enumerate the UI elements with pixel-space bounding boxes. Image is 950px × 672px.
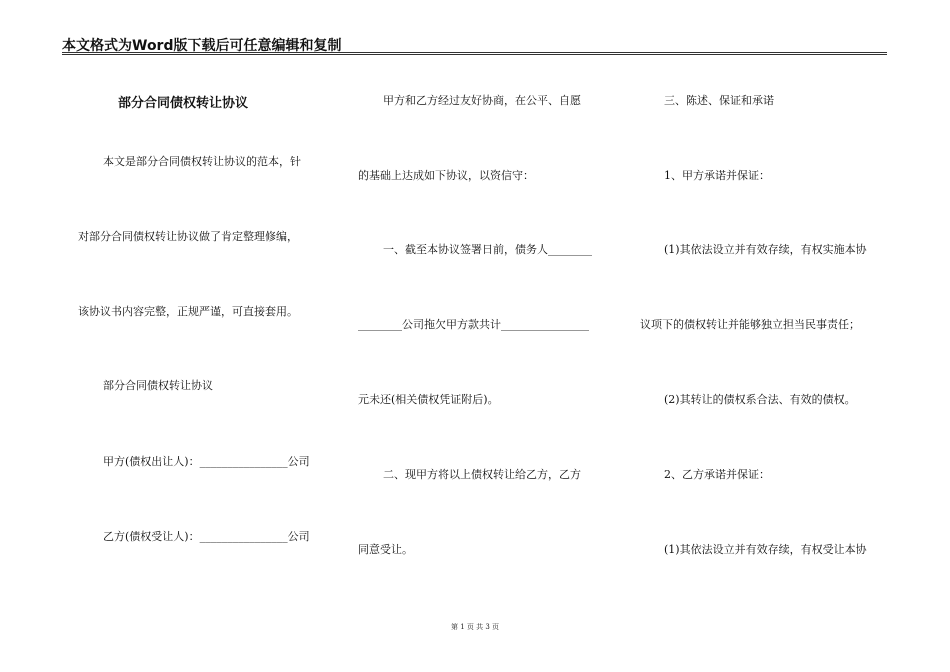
col1-line-1: 本文是部分合同债权转让协议的范本，针: [103, 155, 301, 168]
document-header-title: 本文格式为Word版下载后可任意编辑和复制: [62, 38, 342, 54]
page-number: 第 1 页 共 3 页: [450, 623, 500, 631]
col2-line-5: 元未还(相关债权凭证附后)。: [358, 393, 499, 406]
col3-line-6: 2、乙方承诺并保证：: [664, 468, 770, 481]
col1-line-6: 乙方(债权受让人)：________________公司: [103, 530, 310, 543]
col3-line-7: (1)其依法设立并有效存续，有权受让本协: [664, 543, 867, 556]
col2-line-3: 一、截至本协议签署日前，债务人________: [383, 243, 592, 256]
col1-line-5: 甲方(债权出让人)：________________公司: [103, 455, 310, 468]
col2-line-4: ________公司拖欠甲方款共计________________: [358, 318, 589, 331]
col2-line-6: 二、现甲方将以上债权转让给乙方，乙方: [383, 468, 581, 481]
col3-line-3: (1)其依法设立并有效存续，有权实施本协: [664, 243, 867, 256]
col2-line-2: 的基础上达成如下协议，以资信守：: [358, 169, 534, 182]
col3-line-2: 1、甲方承诺并保证：: [664, 169, 770, 182]
header-divider: [62, 52, 887, 55]
col1-line-4: 部分合同债权转让协议: [103, 379, 213, 392]
col2-line-7: 同意受让。: [358, 543, 413, 556]
col1-line-3: 该协议书内容完整，正规严谨，可直接套用。: [78, 305, 298, 318]
col1-line-2: 对部分合同债权转让协议做了肯定整理修编，: [78, 230, 298, 243]
col3-line-1: 三、陈述、保证和承诺: [664, 94, 774, 107]
col3-line-5: (2)其转让的债权系合法、有效的债权。: [664, 393, 856, 406]
document-title: 部分合同债权转让协议: [118, 96, 249, 111]
col3-line-4: 议项下的债权转让并能够独立担当民事责任；: [640, 318, 860, 331]
col2-line-1: 甲方和乙方经过友好协商，在公平、自愿: [383, 94, 581, 107]
